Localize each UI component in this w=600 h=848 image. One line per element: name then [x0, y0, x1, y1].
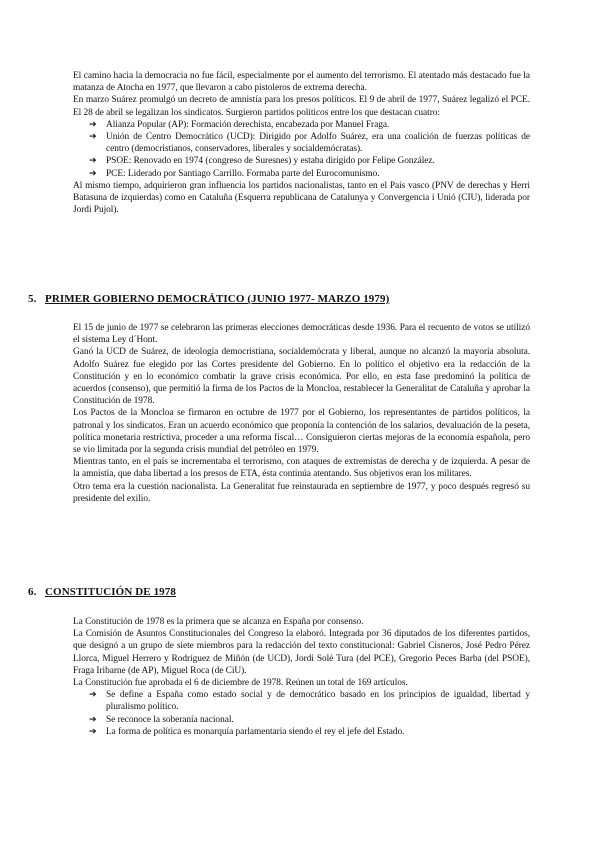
section5-body — [73, 322, 530, 505]
section-heading — [28, 586, 176, 598]
list-item: ➔ Alianza Popular (AP): Formación derechista, encabezada por Manuel Fraga. — [89, 119, 390, 130]
arrow-bullet-icon: ➔ — [89, 156, 97, 167]
section-number: 6. — [28, 586, 37, 598]
list-item: ➔ Se reconoce la soberanía nacional. — [89, 714, 234, 725]
section-paragraph: La Constitución fue aprobada el 6 de diciembre de 1978. Reúnen un total de 169 artículos. — [73, 678, 408, 689]
intro-paragraph: El camino hacia la democracia no fue fácil, especialmente por el aumento del terrorismo. El atentado más destacado fue la matanza de Atocha en 1977, que llevaron a cabo pistoleros de extrema derecha. — [73, 71, 530, 94]
section-paragraph: Los Pactos de la Moncloa se firmaron en octubre de 1977 por el Gobierno, los representantes de partidos políticos, la patronal y los sindicatos. Eran un acuerdo económico que proponía la contención de los salarios, devaluación de la peseta, política monetaria restrictiva, proceder a una reforma fiscal… Consiguieron ciertas mejoras de la economía española, pero se vio limitada por la segunda crisis mundial del petróleo en 1979. — [73, 408, 530, 456]
section-number: 5. — [28, 293, 37, 305]
section-paragraph: Ganó la UCD de Suárez, de ideología democristiana, socialdemócrata y liberal, aunque no alcanzó la mayoría absoluta. Adolfo Suárez fue elegido por las Cortes presidente del Gobierno. En lo político el objetivo era la redacción de la Constitución y en lo económico combatir la grave crisis económica. Por ello, en esta fase predominó la política de acuerdos (consenso), que permitió la firma de los Pactos de la Moncloa, restablecer la Generalitat de Cataluña y aprobar la Constitución de 1978. — [73, 347, 530, 407]
list-item: ➔ PSOE: Renovado en 1974 (congreso de Suresnes) y estaba dirigido por Felipe González. — [89, 156, 435, 167]
section-heading — [28, 293, 389, 305]
section-paragraph: La Comisión de Asuntos Constitucionales del Congreso la elaboró. Integrada por 36 diputados de los diferentes partidos, que designó a un grupo de siete miembros para la redacción del texto constitucional: Gabriel Cisneros, José Pedro Pérez Llorca, Miguel Herrero y Rodríguez de Miñón (de UCD), Jordi Solé Tura (del PCE), Gregorio Peces Barba (del PSOE), Fraga Iribarne (de AP), Miguel Roca (de CiU). — [73, 629, 530, 676]
arrow-bullet-icon: ➔ — [89, 119, 97, 130]
arrow-bullet-icon: ➔ — [89, 132, 97, 143]
list-item: ➔ Unión de Centro Democrático (UCD): Dirigido por Adolfo Suárez, era una coalición de fuerzas políticas de centro (democristianos, conservadores, liberales y socialdemócratas). — [89, 132, 530, 155]
section-paragraph: Otro tema era la cuestión nacionalista. La Generalitat fue reinstaurada en septiembre de 1977, y poco después regresó su presidente del exilio. — [73, 481, 530, 504]
constitution-points-list — [73, 689, 530, 738]
arrow-bullet-icon: ➔ — [89, 168, 97, 179]
section-paragraph: La Constitución de 1978 es la primera que se alcanza en España por consenso. — [73, 617, 364, 627]
list-item: ➔ La forma de política es monarquía parlamentaria siendo el rey el jefe del Estado. — [89, 726, 405, 737]
arrow-bullet-icon: ➔ — [89, 726, 97, 737]
intro-paragraph: Al mismo tiempo, adquirieron gran influencia los partidos nacionalistas, tanto en el País vasco (PNV de derechas y Herri Batasuna de izquierdas) como en Cataluña (Esquerra republicana de Catalunya y Convergencia i Unió (CIU), liderada por Jordi Pujol). — [73, 180, 530, 216]
list-item: ➔ Se define a España como estado social y de democrático basado en los principios de igualdad, libertad y pluralismo político. — [89, 690, 530, 713]
parties-list — [73, 119, 530, 180]
intro-block — [73, 70, 530, 216]
intro-paragraph: En marzo Suárez promulgó un decreto de amnistía para los presos políticos. El 9 de abril de 1977, Suárez legalizó el PCE. El 28 de abril se legalizan los sindicatos. Surgieron partidos políticos entre los que destacan cuatro: — [73, 95, 530, 118]
section-paragraph: Mientras tanto, en el país se incrementaba el terrorismo, con ataques de extremistas de derecha y de izquierda. A pesar de la amnistía, que daba libertad a los presos de ETA, ésta continúa atentando. Sus objetivos eran los militares. — [73, 457, 530, 480]
section-title: CONSTITUCIÓN DE 1978 — [45, 586, 176, 598]
section-paragraph: El 15 de junio de 1977 se celebraron las primeras elecciones democráticas desde 1936. Para el recuento de votos se utilizó el sistema Ley d´Hont. — [73, 323, 530, 346]
section6-body — [73, 616, 530, 738]
section-title: PRIMER GOBIERNO DEMOCRÁTICO (JUNIO 1977- MARZO 1979) — [45, 293, 390, 305]
arrow-bullet-icon: ➔ — [89, 690, 97, 701]
list-item: ➔ PCE: Liderado por Santiago Carrillo. Formaba parte del Eurocomunismo. — [89, 168, 380, 179]
arrow-bullet-icon: ➔ — [89, 714, 97, 725]
